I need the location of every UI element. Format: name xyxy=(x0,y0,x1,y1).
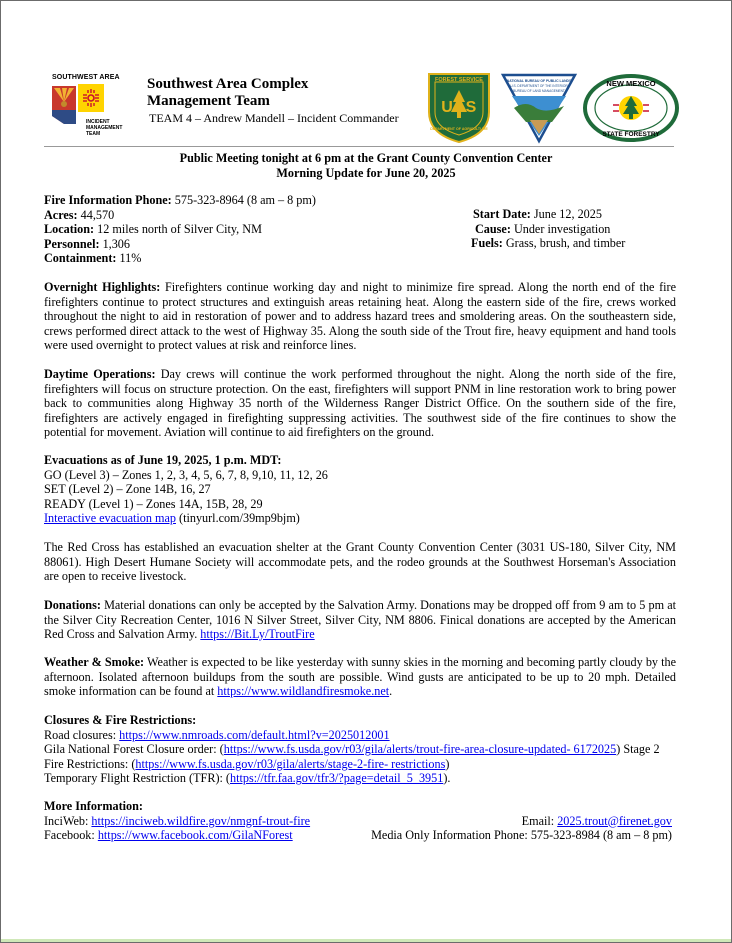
tfr-line: Temporary Flight Restriction (TFR): (https://tfr.faa.gov/tfr3/?page=detail_5_3951). xyxy=(44,771,451,786)
blm-line-2: U.S. DEPARTMENT OF THE INTERIOR xyxy=(510,84,568,88)
evacuations-heading: Evacuations as of June 19, 2025, 1 p.m. MDT: xyxy=(44,453,282,467)
fire-restrictions-link[interactable]: https://www.fs.usda.gov/r03/gila/alerts/stage-2-fire- restrictions xyxy=(135,756,446,771)
fire-facts-right xyxy=(473,207,625,251)
usfs-top-text: FOREST SERVICE xyxy=(435,77,483,83)
email-link[interactable]: 2025.trout@firenet.gov xyxy=(557,813,672,828)
blm-badge-icon xyxy=(500,72,578,144)
fuels-line: Fuels: Grass, brush, and timber xyxy=(471,236,626,251)
phone-line: Fire Information Phone: 575-323-8964 (8 am – 8 pm) xyxy=(44,193,316,207)
svg-text:U: U xyxy=(441,99,453,116)
evac-set-line: SET (Level 2) – Zone 14B, 16, 27 xyxy=(44,482,211,497)
closures-heading: Closures & Fire Restrictions: xyxy=(44,713,197,727)
blm-line-3: BUREAU OF LAND MANAGEMENT xyxy=(513,89,565,93)
evacuation-map-link[interactable]: Interactive evacuation map xyxy=(44,511,176,526)
cause-line: Cause: Under investigation xyxy=(475,221,611,236)
donations-link[interactable]: https://Bit.Ly/TroutFire xyxy=(200,627,315,642)
gila-closure-link[interactable]: https://www.fs.usda.gov/r03/gila/alerts/trout-fire-area-closure-updated- 6172025 xyxy=(223,742,617,757)
personnel-line: Personnel: 1,306 xyxy=(44,236,130,251)
public-meeting-line: Public Meeting tonight at 6 pm at the Grant County Convention Center xyxy=(179,151,553,165)
usfs-bottom-text: DEPARTMENT OF AGRICULTURE xyxy=(430,127,488,131)
more-information xyxy=(44,799,676,843)
donations: Donations: Material donations can only be accepted by the Salvation Army. Donations may be dropped off from 9 am to 5 pm at the Silver City Recreation Center, 1016 N Silver Street, Silver City, NM 8806. Finical donations are accepted by the American Red Cross and Salvation Army. https://Bit.Ly/TroutFire xyxy=(44,598,677,642)
facebook-link[interactable]: https://www.facebook.com/GilaNForest xyxy=(97,828,293,843)
logo-top-text: SOUTHWEST AREA xyxy=(52,74,120,81)
svg-text:S: S xyxy=(465,99,477,116)
evacuations xyxy=(44,453,676,526)
headline xyxy=(0,151,732,180)
road-closures-link[interactable]: https://www.nmroads.com/default.html?v=2025012001 xyxy=(119,727,390,742)
blm-line-1: NATIONAL BUREAU OF PUBLIC LANDS xyxy=(506,79,572,83)
inciweb-link[interactable]: https://inciweb.wildfire.gov/nmgnf-trout-fire xyxy=(91,813,311,828)
tfr-link[interactable]: https://tfr.faa.gov/tfr3/?page=detail_5_3951 xyxy=(230,771,444,786)
evac-map-line: Interactive evacuation map (tinyurl.com/39mp9bjm) xyxy=(44,511,300,526)
evac-ready-line: READY (Level 1) – Zones 14A, 15B, 28, 29 xyxy=(44,496,263,511)
morning-update-line: Morning Update for June 20, 2025 xyxy=(276,165,456,180)
nm-bottom-text: STATE FORESTRY xyxy=(602,131,660,138)
header-divider xyxy=(44,146,674,147)
more-info-heading: More Information: xyxy=(44,799,143,813)
nm-top-text: NEW MEXICO xyxy=(606,79,656,88)
containment-line: Containment: 11% xyxy=(44,251,142,266)
nm-state-forestry-badge-icon xyxy=(582,74,680,142)
gila-closure-line: Gila National Forest Closure order: (https://www.fs.usda.gov/r03/gila/alerts/trout-fire-area-closure-updated- 6172025) Stage 2 xyxy=(44,742,660,757)
smoke-link[interactable]: https://www.wildlandfiresmoke.net xyxy=(217,684,390,699)
daytime-operations: Daytime Operations: Day crews will continue the work performed throughout the night. Along the north side of the fire, firefighters will focus on structure protection. On the east, firefighters will support PNM in line restoration work to bring power back to communities along Highway 35 north of the Wilderness Ranger District Office. On the southern side of the fire, firefighters are actively engaged in firefighting suppressing activities. The southwest side of the fire continues to show the potential for movement. Aviation will continue to aid firefighters on the ground. xyxy=(44,367,676,440)
acres-line: Acres: 44,570 xyxy=(44,207,115,222)
weather-smoke: Weather & Smoke: Weather is expected to be like yesterday with sunny skies in the morning and becoming partly cloudy by the afternoon. Isolated afternoon buildups from the south are possible. Wind gusts are anticipated to be up to 20 mph. Detailed smoke information can be found at https://www.wildlandfiresmoke.net. xyxy=(44,655,677,699)
team-name: Southwest Area Complex Management Team xyxy=(147,76,309,109)
closures xyxy=(44,713,676,786)
media-phone: Media Only Information Phone: 575-323-8984 (8 am – 8 pm) xyxy=(371,828,672,843)
start-date-line: Start Date: June 12, 2025 xyxy=(473,207,602,221)
location-line: Location: 12 miles north of Silver City, NM xyxy=(44,222,262,237)
fire-restrictions-line: Fire Restrictions: (https://www.fs.usda.gov/r03/gila/alerts/stage-2-fire- restrictions) xyxy=(44,756,450,771)
evac-go-line: GO (Level 3) – Zones 1, 2, 3, 4, 5, 6, 7, 8, 9,10, 11, 12, 26 xyxy=(44,467,328,482)
team-subtitle: TEAM 4 – Andrew Mandell – Incident Commander xyxy=(149,111,399,125)
swacmt-logo xyxy=(50,74,130,140)
bottom-accent-bar xyxy=(1,939,731,942)
overnight-highlights: Overnight Highlights: Firefighters continue working day and night to minimize fire spread. Along the north end of the fire firefighters continue to protect structures and extinguish areas retaining heat. Along the eastern side of the fire, crews worked throughout the night to aid in restoration of power and to address hazard trees and smoldering areas. On the southeastern side, crews performed direct attack to the west of Highway 35. Along the south side of the Trout fire, heavy equipment and hand tools were used overnight to protect values at risk and reinforce lines. xyxy=(44,280,677,353)
more-info-row-1: InciWeb: https://inciweb.wildfire.gov/nmgnf-trout-fire Email: 2025.trout@firenet.gov xyxy=(44,813,672,828)
road-closures-line: Road closures: https://www.nmroads.com/default.html?v=2025012001 xyxy=(44,727,390,742)
forest-service-shield-icon xyxy=(425,72,493,144)
shelter-info: The Red Cross has established an evacuation shelter at the Grant County Convention Center (3031 US-180, Silver City, NM 88061). High Desert Humane Society will accommodate pets, and the rodeo grounds at the Southwest Horseman's Association are open to receive livestock. xyxy=(44,540,676,584)
more-info-row-2: Facebook: https://www.facebook.com/GilaNForest Media Only Information Phone: 575-323-8984 (8 am – 8 pm) xyxy=(44,828,676,843)
logo-side-text: INCIDENT MANAGEMENT TEAM xyxy=(86,119,123,137)
